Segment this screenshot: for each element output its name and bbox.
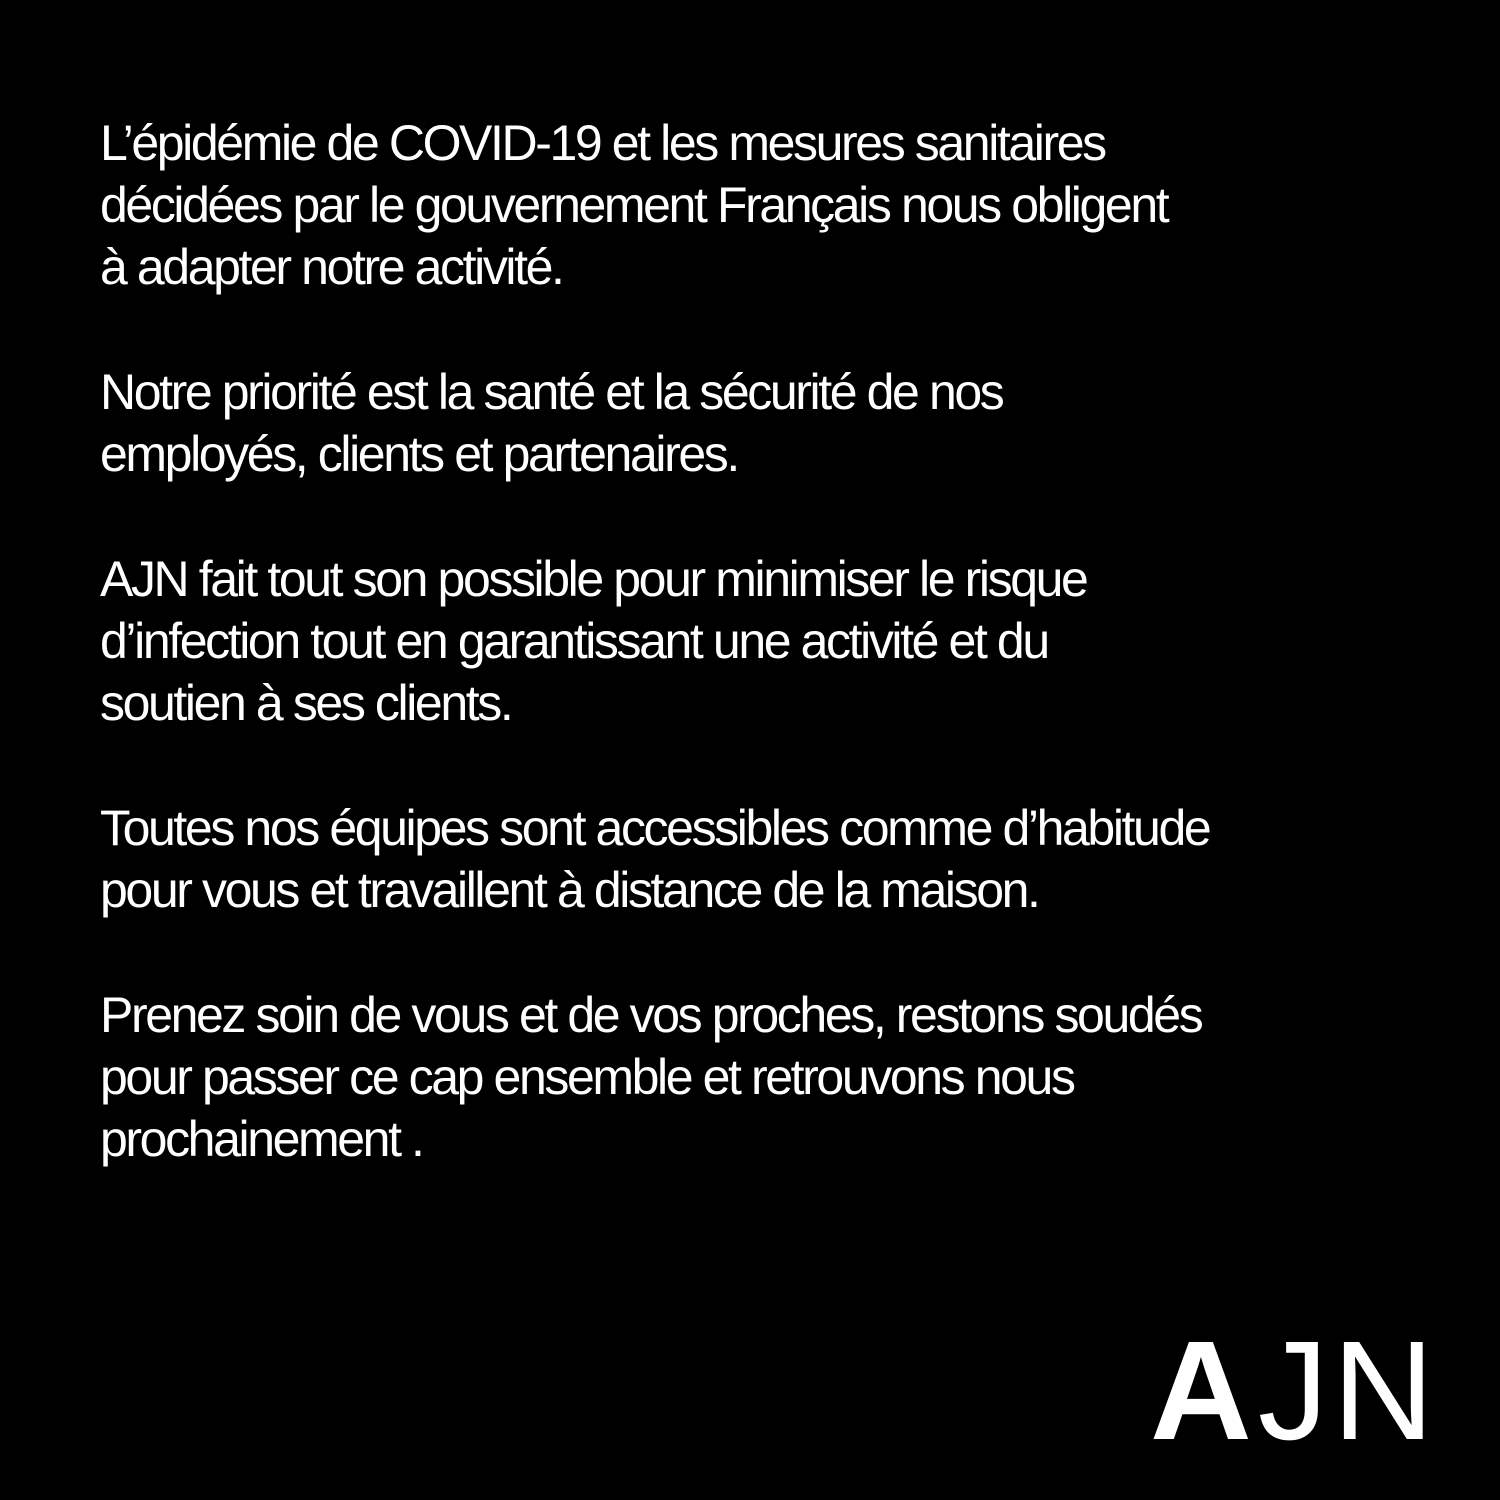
paragraph-risk-minimization xyxy=(100,548,1420,734)
text-line: AJN fait tout son possible pour minimiser le risque xyxy=(100,551,1087,607)
ajn-logo xyxy=(1150,1311,1439,1469)
paragraph-priority xyxy=(100,361,1420,485)
announcement-message xyxy=(100,112,1420,1233)
text-line: Notre priorité est la santé et la sécurité de nos xyxy=(100,364,1003,420)
paragraph-take-care xyxy=(100,984,1420,1170)
text-line: d’infection tout en garantissant une activité et du xyxy=(100,613,1048,669)
text-line: pour passer ce cap ensemble et retrouvons nous xyxy=(100,1049,1074,1105)
logo-letter-a: A xyxy=(1150,1311,1258,1469)
text-line: décidées par le gouvernement Français nous obligent xyxy=(100,177,1168,233)
text-line: à adapter notre activité. xyxy=(100,239,563,295)
text-line: soutien à ses clients. xyxy=(100,675,512,731)
text-line: prochainement . xyxy=(100,1111,423,1167)
text-line: L’épidémie de COVID-19 et les mesures sanitaires xyxy=(100,115,1105,171)
text-line: pour vous et travaillent à distance de la maison. xyxy=(100,862,1039,918)
text-line: Toutes nos équipes sont accessibles comme d’habitude xyxy=(100,800,1210,856)
text-line: Prenez soin de vous et de vos proches, restons soudés xyxy=(100,987,1202,1043)
paragraph-teams-remote xyxy=(100,797,1420,921)
logo-letters-jn: JN xyxy=(1257,1311,1439,1469)
paragraph-covid-measures xyxy=(100,112,1420,298)
text-line: employés, clients et partenaires. xyxy=(100,426,738,482)
